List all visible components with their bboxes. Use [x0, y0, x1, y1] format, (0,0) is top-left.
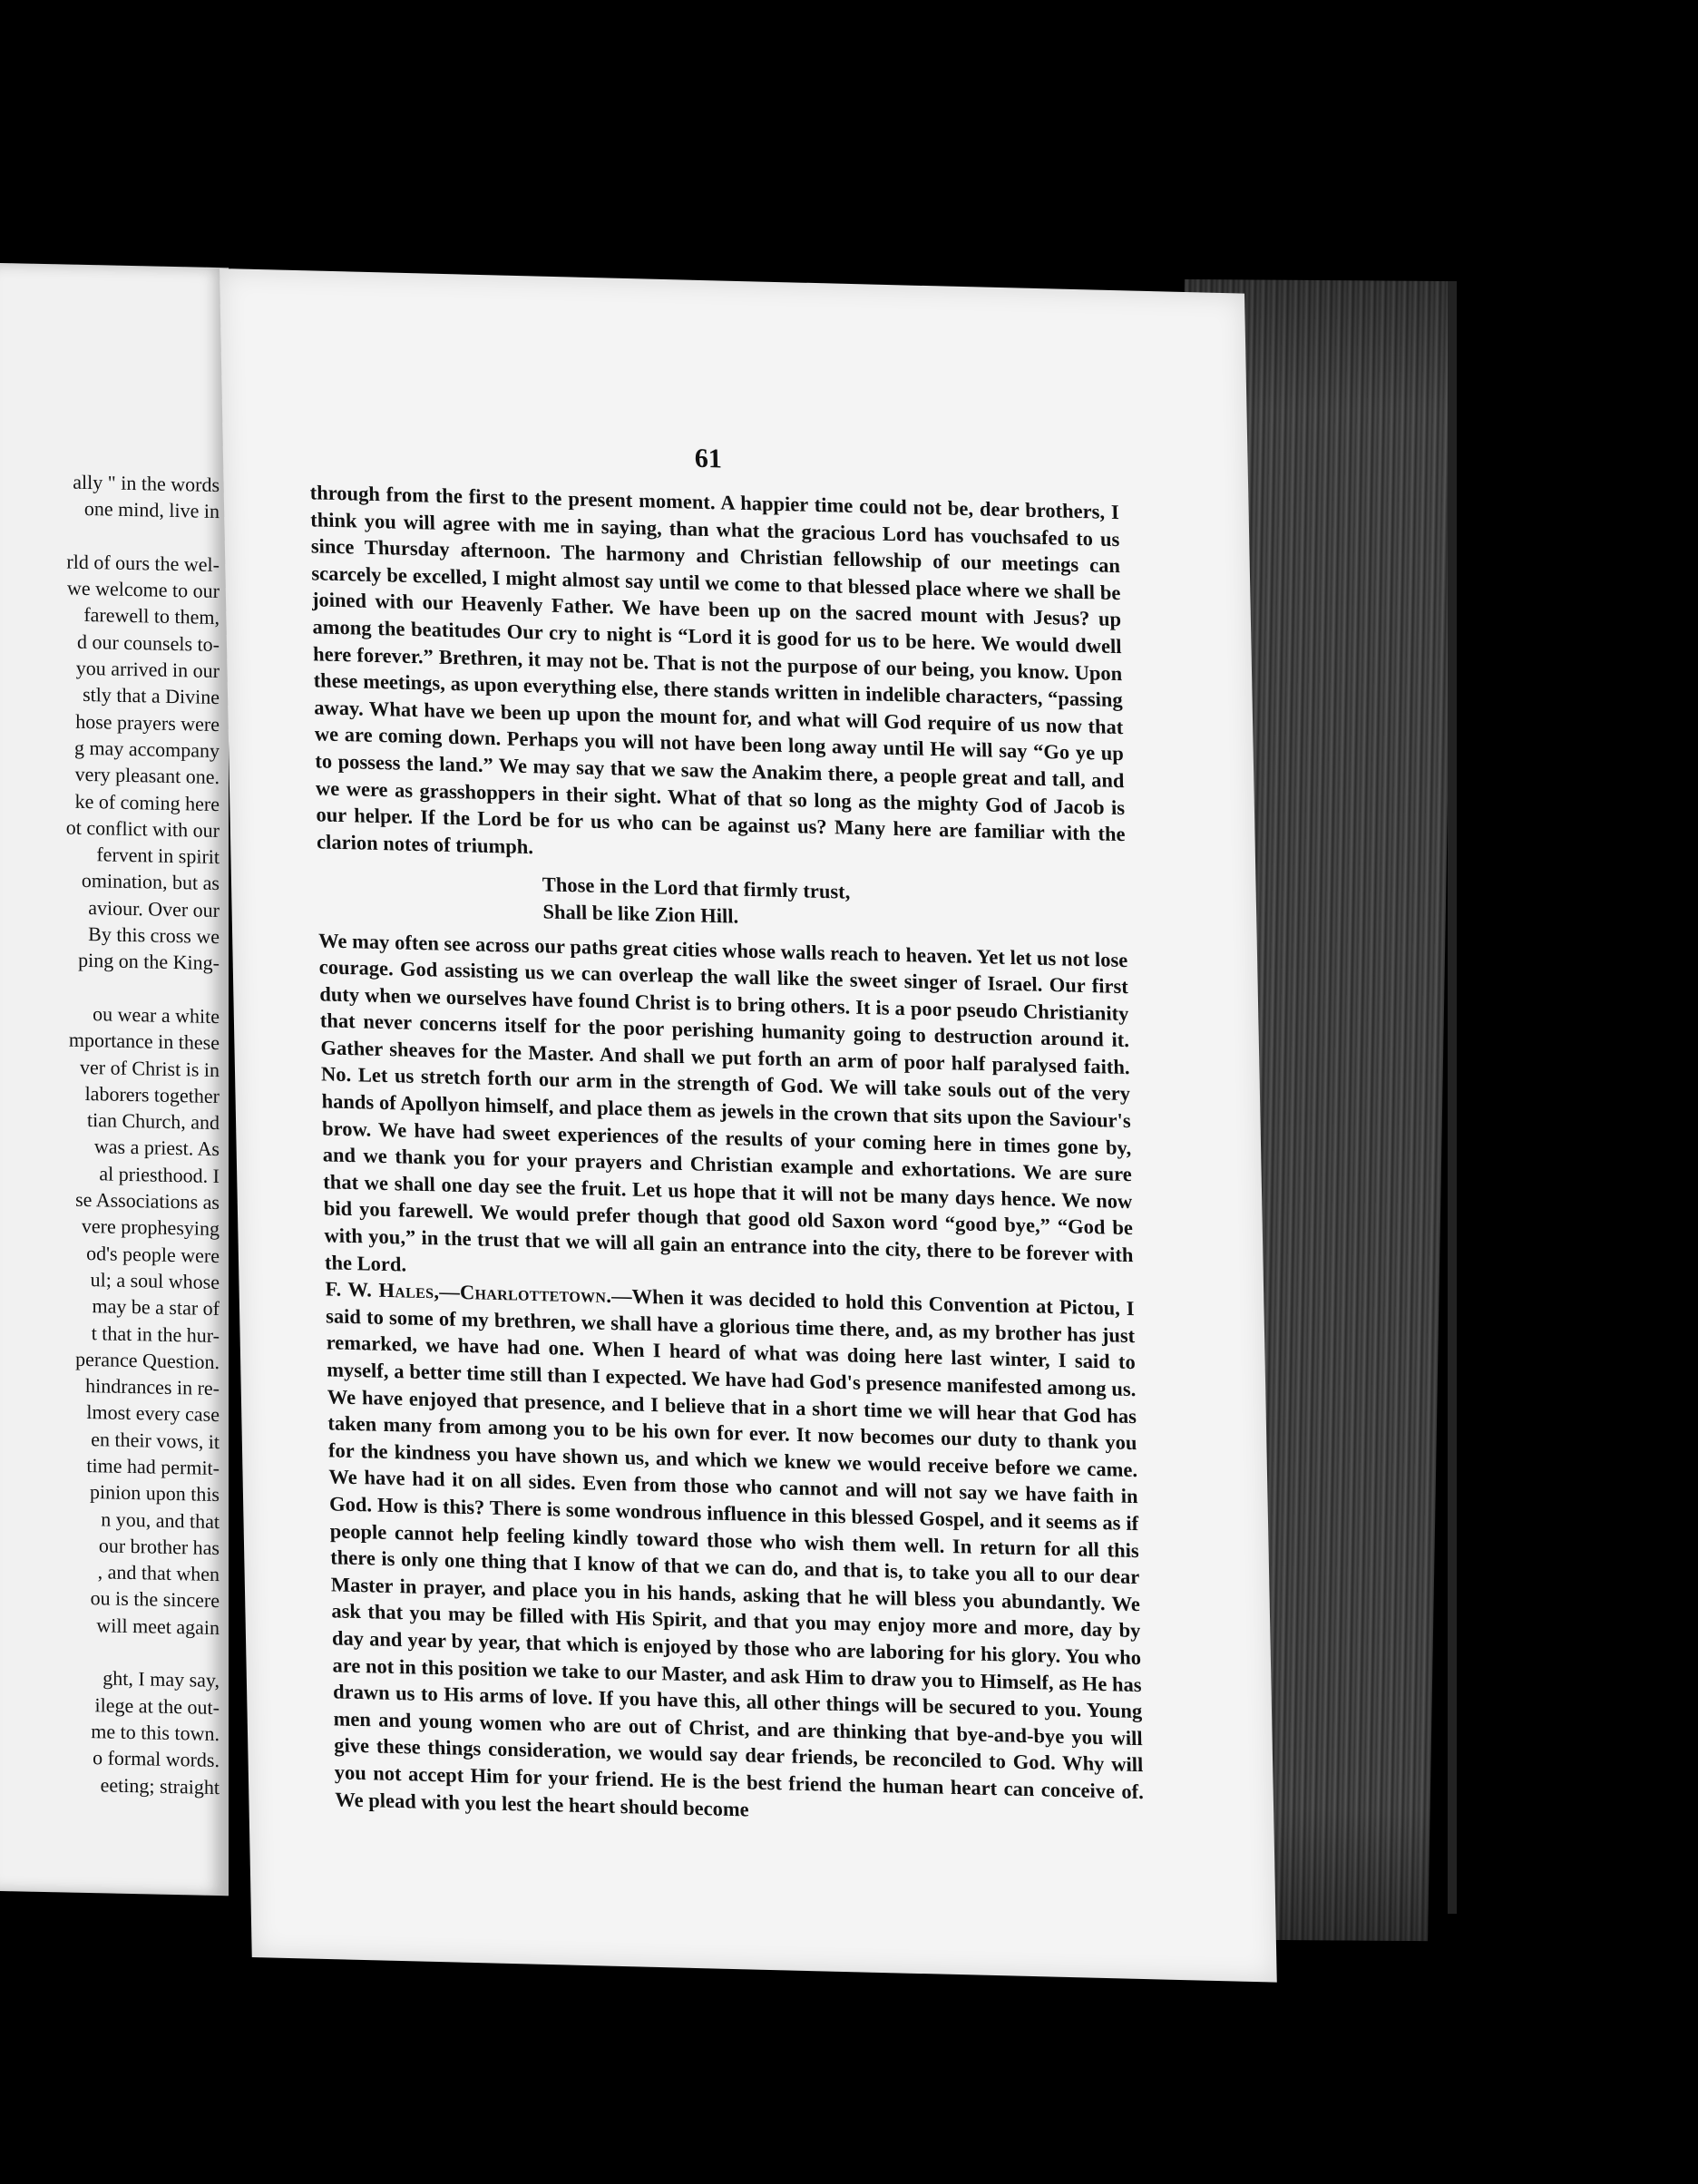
left-page-line: laborers together [84, 1081, 220, 1107]
left-page-line: rld of ours the wel- [66, 550, 220, 576]
page-content [309, 479, 1144, 1832]
left-page-line: ilege at the out- [94, 1692, 220, 1719]
left-page-line: ot conflict with our [65, 815, 220, 842]
left-page-line: t that in the hur- [91, 1321, 220, 1347]
poem-quote [317, 866, 1127, 940]
page-edge-rim [1448, 281, 1457, 1914]
left-page-line: one mind, live in [83, 497, 220, 523]
poem-line-2: Shall be like Zion Hill. [542, 900, 739, 928]
left-page-line: , and that when [97, 1560, 220, 1586]
left-page-line: ally " in the words [73, 470, 220, 497]
left-page-line: lmost every case [86, 1400, 220, 1427]
left-page-line: ou wear a white [93, 1002, 220, 1029]
page-number: 61 [694, 443, 723, 474]
left-page-line: we welcome to our [67, 576, 220, 603]
right-page [220, 268, 1277, 1983]
left-page-line: omination, but as [81, 869, 220, 895]
left-page-line: en their vows, it [91, 1427, 220, 1453]
left-page-line: pinion upon this [89, 1480, 220, 1506]
left-page-line: By this cross we [88, 922, 220, 949]
left-page-line: very pleasant one. [74, 762, 220, 789]
paragraph-1: through from the first to the present moment. A happier time could not be, dear brothers, I think you will agree with me in saying, than what the gracious Lord has vouchsafed to us since Thursday afternoon. The harmony and Christian fellowship of our meetings can scarcely be excelled, I might almost say until we come to that blessed place where we shall be joined with our Heavenly Father. We have been up on the sacred mount with Jesus? up among the beatitudes Our cry to night is “Lord it is good for us to be here. We would dwell here forever.” Brethren, it may not be. That is not the purpose of our being, you know. Upon these meetings, as upon everything else, there stands written in indelible characters, “passing away. What have we been up upon the mount for, and what will God require of us now that we are coming down. Perhaps you will not have been long away until He will say “Go ye up to possess the land.” We may say that we saw the Anakim there, a people great and tall, and we were as grasshoppers in their sight. What of that so long as the mighty God of Jacob is our helper. If the Lord be for us who can be against us? Many here are familiar with the clarion notes of triumph. [309, 481, 1126, 858]
left-page-line: ght, I may say, [102, 1666, 220, 1692]
left-page-line: perance Question. [75, 1347, 220, 1373]
left-page-line: stly that a Divine [83, 683, 220, 709]
left-page-line: time had permit- [86, 1453, 220, 1480]
speaker-label: F. W. Hales,—Charlottetown. [325, 1277, 612, 1308]
left-page-line: al priesthood. I [99, 1162, 220, 1187]
paragraph-3-text: —When it was decided to hold this Convention at Pictou, I said to some of my brethren, we shall have a glorious time there, and, as my brother has just remarked, we have had one. When I heard of what was doing here last winter, I said to myself, a better time still than I expected. We have had God's presence manifested among us. We have enjoyed that presence, and I believe that in a short time we will hear that God has taken many from among you to be his own for ever. It now becomes our duty to thank you for the kindness you have shown us, and which we knew we would receive before we came. We have had it on all sides. Even from those who cannot and will not say we have faith in God. How is this? There is some wondrous influence in this blessed Gospel, and it seems as if people cannot help feeling kindly toward those who wish them well. In return for all this there is only one thing that I know of that we can do, and that is, to take you all to our dear Master in prayer, and place you in his hands, asking that he will bless you abundantly. We ask that you may be filled with His Spirit, and that you may enjoy more and more, day by day and year by year, that which is enjoyed by those who are laboring for his glory. You who are not in this position we take to our Master, and ask Him to draw you to Himself, as He has drawn us to His arms of love. If you have this, all other things will be secured to you. Young men and young women who are out of Christ, and are thinking that bye-and-bye you will give these things consideration, we would say dear friends, be reconciled to God. Why will you not accept Him for your friend. He is the best friend the human heart can conceive of. We plead with you lest the heart should become [325, 1284, 1145, 1820]
left-page-line: vere prophesying [81, 1214, 220, 1241]
paragraph-3 [325, 1276, 1144, 1833]
left-page-line: mportance in these [68, 1028, 220, 1055]
left-page-line: ver of Christ is in [80, 1055, 220, 1081]
left-page-line: tian Church, and [86, 1108, 220, 1135]
left-page-line: ping on the King- [78, 949, 220, 975]
left-page [0, 263, 229, 1896]
left-page-line: farewell to them, [83, 603, 220, 629]
left-page-line: hindrances in re- [85, 1374, 220, 1400]
left-page-line: eeting; straight [100, 1772, 220, 1799]
left-page-line: ul; a soul whose [90, 1267, 220, 1293]
left-page-line: me to this town. [91, 1720, 220, 1746]
left-page-line: fervent in spirit [96, 843, 220, 869]
left-page-line: you arrived in our [75, 656, 220, 683]
left-page-line: may be a star of [92, 1294, 220, 1321]
left-page-line: g may accompany [73, 736, 220, 763]
left-page-line: aviour. Over our [88, 895, 220, 921]
left-page-line: was a priest. As [93, 1135, 220, 1161]
left-page-line: ou is the sincere [90, 1586, 220, 1613]
left-page-line: se Associations as [75, 1187, 220, 1214]
paragraph-2: We may often see across our paths great cities whose walls reach to heaven. Yet let us not lose courage. God assisting us we can overleap the wall like the sweet singer of Israel. Our first duty when we ourselves have found Christ is to bring others. It is a poor pseudo Christianity that never concerns itself for the poor perishing humanity going to destruction around it. Gather sheaves for the Master. And shall we put forth an arm of poor half paralysed faith. No. Let us stretch forth our arm in the strength of God. We will take souls out of the very hands of Apollyon himself, and place them as jewels in the crown that sits upon the Saviour's brow. We have had sweet experiences of the results of your coming here in times gone by, and we thank you for your prayers and Christian example and exhortations. We are sure that we shall one day see the fruit. Let us hope that it will not be many days hence. We now bid you farewell. We would prefer though that good old Saxon word “good bye,” “God be with you,” in the trust that we will all gain an entrance into the city, there to be forever with the Lord. [317, 928, 1134, 1276]
left-page-line: o formal words. [93, 1746, 220, 1772]
left-page-line: od's people were [86, 1241, 220, 1267]
left-page-line: ke of coming here [74, 789, 220, 815]
left-page-line: d our counsels to- [76, 629, 220, 656]
left-page-line: our brother has [98, 1534, 220, 1559]
poem-line-1: Those in the Lord that firmly trust, [542, 873, 851, 903]
left-page-text [0, 467, 229, 1800]
left-page-line: hose prayers were [75, 709, 220, 736]
left-page-line: n you, and that [101, 1506, 220, 1533]
left-page-line: will meet again [96, 1613, 220, 1639]
